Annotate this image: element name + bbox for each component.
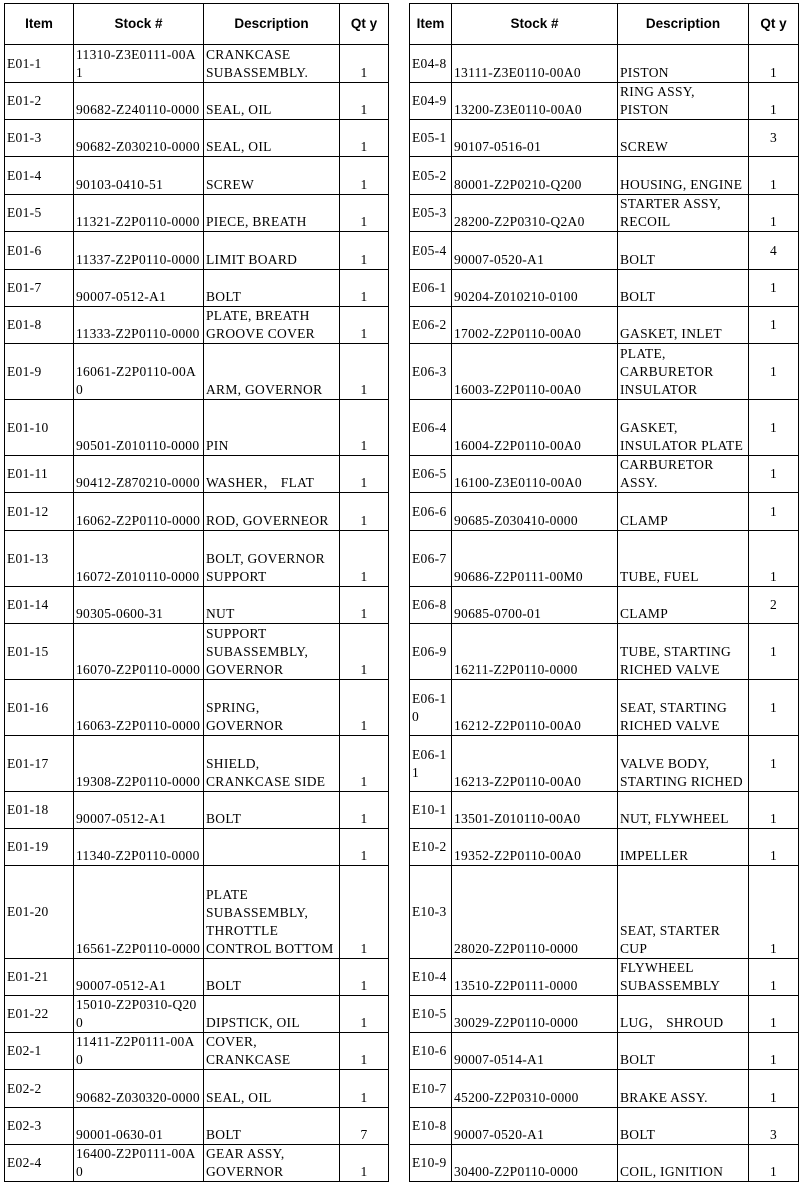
item-header: Item xyxy=(410,4,452,45)
item-cell: E10-1 xyxy=(410,792,452,829)
description-cell: PLATE, CARBURETOR INSULATOR xyxy=(618,344,749,400)
item-cell: E01-2 xyxy=(5,83,74,120)
parts-table-right xyxy=(409,3,799,1182)
table-row xyxy=(410,1145,799,1182)
qty-cell: 1 xyxy=(749,531,799,587)
description-cell: NUT, FLYWHEEL xyxy=(618,792,749,829)
qty-cell: 1 xyxy=(340,792,389,829)
qty-cell: 1 xyxy=(340,1145,389,1182)
description-cell: PLATE SUBASSEMBLY, THROTTLE CONTROL BOTTOM xyxy=(204,866,340,959)
description-cell: BOLT xyxy=(204,792,340,829)
table-row xyxy=(410,344,799,400)
stock-cell: 30400-Z2P0110-0000 xyxy=(452,1145,618,1182)
table-row xyxy=(5,531,389,587)
stock-cell: 90412-Z870210-0000 xyxy=(74,456,204,493)
table-row xyxy=(5,400,389,456)
stock-cell: 13510-Z2P0111-0000 xyxy=(452,959,618,996)
qty-cell: 3 xyxy=(749,1108,799,1145)
stock-cell: 90685-Z030410-0000 xyxy=(452,493,618,531)
table-row xyxy=(410,792,799,829)
description-cell: SHIELD, CRANKCASE SIDE xyxy=(204,736,340,792)
qty-cell: 1 xyxy=(749,996,799,1033)
description-cell: SEAL, OIL xyxy=(204,83,340,120)
qty-cell: 1 xyxy=(749,307,799,344)
stock-cell: 15010-Z2P0310-Q200 xyxy=(74,996,204,1033)
item-cell: E06-6 xyxy=(410,493,452,531)
item-cell: E01-13 xyxy=(5,531,74,587)
item-cell: E06-5 xyxy=(410,456,452,493)
stock-cell: 19308-Z2P0110-0000 xyxy=(74,736,204,792)
stock-cell: 19352-Z2P0110-00A0 xyxy=(452,829,618,866)
description-cell: SEAT, STARTING RICHED VALVE xyxy=(618,680,749,736)
qty-cell: 1 xyxy=(749,83,799,120)
qty-cell: 1 xyxy=(340,866,389,959)
table-row xyxy=(410,232,799,270)
item-cell: E10-9 xyxy=(410,1145,452,1182)
description-cell: NUT xyxy=(204,587,340,624)
description-cell: BOLT xyxy=(204,270,340,307)
item-cell: E01-16 xyxy=(5,680,74,736)
item-cell: E01-6 xyxy=(5,232,74,270)
stock-cell: 80001-Z2P0210-Q200 xyxy=(452,157,618,195)
table-row xyxy=(410,270,799,307)
item-cell: E10-4 xyxy=(410,959,452,996)
item-cell: E01-20 xyxy=(5,866,74,959)
table-row xyxy=(5,83,389,120)
qty-cell: 1 xyxy=(340,45,389,83)
table-row xyxy=(410,45,799,83)
stock-cell: 16400-Z2P0111-00A0 xyxy=(74,1145,204,1182)
stock-cell: 90007-0512-A1 xyxy=(74,792,204,829)
table-row xyxy=(5,792,389,829)
table-row xyxy=(410,829,799,866)
table-row xyxy=(410,195,799,232)
table-row xyxy=(410,493,799,531)
table-row xyxy=(410,736,799,792)
table-row xyxy=(5,195,389,232)
stock-cell: 16100-Z3E0110-00A0 xyxy=(452,456,618,493)
table-row xyxy=(410,624,799,680)
description-cell: PIN xyxy=(204,400,340,456)
table-row xyxy=(410,1033,799,1070)
item-cell: E10-5 xyxy=(410,996,452,1033)
description-cell: BOLT xyxy=(204,959,340,996)
table-row xyxy=(410,400,799,456)
stock-cell: 11340-Z2P0110-0000 xyxy=(74,829,204,866)
stock-cell: 16070-Z2P0110-0000 xyxy=(74,624,204,680)
item-cell: E10-3 xyxy=(410,866,452,959)
stock-cell: 90107-0516-01 xyxy=(452,120,618,157)
header-row xyxy=(410,4,799,45)
description-cell: BOLT xyxy=(618,1108,749,1145)
description-cell: PIECE, BREATH xyxy=(204,195,340,232)
parts-table-left xyxy=(4,3,389,1182)
table-row xyxy=(5,829,389,866)
item-cell: E01-9 xyxy=(5,344,74,400)
item-cell: E01-18 xyxy=(5,792,74,829)
table-row xyxy=(5,680,389,736)
table-row xyxy=(410,83,799,120)
qty-cell: 1 xyxy=(340,83,389,120)
description-cell: BOLT xyxy=(618,232,749,270)
qty-cell: 1 xyxy=(340,307,389,344)
item-cell: E02-4 xyxy=(5,1145,74,1182)
stock-cell: 16212-Z2P0110-00A0 xyxy=(452,680,618,736)
description-cell: GEAR ASSY, GOVERNOR xyxy=(204,1145,340,1182)
description-cell: WASHER， FLAT xyxy=(204,456,340,493)
qty-cell: 1 xyxy=(749,792,799,829)
description-cell: GASKET, INSULATOR PLATE xyxy=(618,400,749,456)
stock-cell: 16561-Z2P0110-0000 xyxy=(74,866,204,959)
qty-cell: 1 xyxy=(340,531,389,587)
stock-cell: 16072-Z010110-0000 xyxy=(74,531,204,587)
table-row xyxy=(5,493,389,531)
stock-cell: 90103-0410-51 xyxy=(74,157,204,195)
stock-cell: 16211-Z2P0110-0000 xyxy=(452,624,618,680)
table-row xyxy=(5,996,389,1033)
description-cell: STARTER ASSY, RECOIL xyxy=(618,195,749,232)
stock-cell: 13200-Z3E0110-00A0 xyxy=(452,83,618,120)
stock-cell: 90305-0600-31 xyxy=(74,587,204,624)
item-cell: E05-3 xyxy=(410,195,452,232)
item-cell: E05-4 xyxy=(410,232,452,270)
qty-cell: 1 xyxy=(340,1033,389,1070)
qty-cell: 1 xyxy=(749,829,799,866)
qty-cell: 1 xyxy=(340,959,389,996)
stock-cell: 16063-Z2P0110-0000 xyxy=(74,680,204,736)
qty-cell: 1 xyxy=(749,624,799,680)
item-header: Item xyxy=(5,4,74,45)
stock-cell: 16061-Z2P0110-00A0 xyxy=(74,344,204,400)
table-row xyxy=(5,866,389,959)
item-cell: E01-14 xyxy=(5,587,74,624)
item-cell: E01-19 xyxy=(5,829,74,866)
table-row xyxy=(410,456,799,493)
stock-cell: 45200-Z2P0310-0000 xyxy=(452,1070,618,1108)
table-row xyxy=(5,1145,389,1182)
item-cell: E06-7 xyxy=(410,531,452,587)
description-cell: CRANKCASE SUBASSEMBLY. xyxy=(204,45,340,83)
item-cell: E01-10 xyxy=(5,400,74,456)
qty-header: Qt y xyxy=(340,4,389,45)
item-cell: E01-3 xyxy=(5,120,74,157)
table-row xyxy=(5,232,389,270)
qty-cell: 1 xyxy=(749,959,799,996)
description-cell: SEAL, OIL xyxy=(204,120,340,157)
item-cell: E01-17 xyxy=(5,736,74,792)
description-cell: CLAMP xyxy=(618,587,749,624)
stock-cell: 28020-Z2P0110-0000 xyxy=(452,866,618,959)
stock-cell: 90204-Z010210-0100 xyxy=(452,270,618,307)
qty-cell: 1 xyxy=(340,996,389,1033)
description-cell: TUBE, FUEL xyxy=(618,531,749,587)
qty-cell: 1 xyxy=(749,493,799,531)
qty-cell: 1 xyxy=(340,829,389,866)
item-cell: E06-4 xyxy=(410,400,452,456)
stock-cell: 11337-Z2P0110-0000 xyxy=(74,232,204,270)
description-cell: BOLT xyxy=(618,270,749,307)
item-cell: E01-7 xyxy=(5,270,74,307)
stock-cell: 90686-Z2P0111-00M0 xyxy=(452,531,618,587)
qty-cell: 1 xyxy=(749,344,799,400)
stock-cell: 90682-Z240110-0000 xyxy=(74,83,204,120)
item-cell: E05-1 xyxy=(410,120,452,157)
item-cell: E10-7 xyxy=(410,1070,452,1108)
stock-cell: 11321-Z2P0110-0000 xyxy=(74,195,204,232)
item-cell: E02-3 xyxy=(5,1108,74,1145)
description-cell: BOLT xyxy=(618,1033,749,1070)
description-cell: GASKET, INLET xyxy=(618,307,749,344)
table-row xyxy=(410,1070,799,1108)
description-cell: BOLT, GOVERNOR SUPPORT xyxy=(204,531,340,587)
item-cell: E01-15 xyxy=(5,624,74,680)
stock-cell: 90685-0700-01 xyxy=(452,587,618,624)
stock-cell: 90007-0520-A1 xyxy=(452,1108,618,1145)
stock-cell: 90682-Z030210-0000 xyxy=(74,120,204,157)
item-cell: E06-11 xyxy=(410,736,452,792)
qty-cell: 1 xyxy=(749,1145,799,1182)
stock-cell: 11310-Z3E0111-00A1 xyxy=(74,45,204,83)
stock-header: Stock # xyxy=(74,4,204,45)
description-cell: PLATE, BREATH GROOVE COVER xyxy=(204,307,340,344)
item-cell: E04-8 xyxy=(410,45,452,83)
table-row xyxy=(5,1033,389,1070)
description-header: Description xyxy=(618,4,749,45)
description-cell: SEAL, OIL xyxy=(204,1070,340,1108)
description-cell: SCREW xyxy=(618,120,749,157)
qty-cell: 1 xyxy=(340,736,389,792)
qty-header: Qt y xyxy=(749,4,799,45)
description-cell: ARM, GOVERNOR xyxy=(204,344,340,400)
qty-cell: 1 xyxy=(749,270,799,307)
qty-cell: 1 xyxy=(749,195,799,232)
stock-cell: 90007-0512-A1 xyxy=(74,270,204,307)
item-cell: E01-1 xyxy=(5,45,74,83)
stock-cell: 90001-0630-01 xyxy=(74,1108,204,1145)
qty-cell: 1 xyxy=(340,232,389,270)
description-header: Description xyxy=(204,4,340,45)
table-row xyxy=(5,1108,389,1145)
qty-cell: 1 xyxy=(340,1070,389,1108)
table-row xyxy=(5,120,389,157)
item-cell: E06-10 xyxy=(410,680,452,736)
description-cell: PISTON xyxy=(618,45,749,83)
stock-cell: 90007-0512-A1 xyxy=(74,959,204,996)
table-row xyxy=(5,959,389,996)
table-row xyxy=(5,1070,389,1108)
table-row xyxy=(5,157,389,195)
table-row xyxy=(410,866,799,959)
qty-cell: 1 xyxy=(749,400,799,456)
item-cell: E01-11 xyxy=(5,456,74,493)
description-cell: VALVE BODY, STARTING RICHED xyxy=(618,736,749,792)
table-row xyxy=(5,344,389,400)
item-cell: E10-6 xyxy=(410,1033,452,1070)
stock-cell: 16004-Z2P0110-00A0 xyxy=(452,400,618,456)
qty-cell: 1 xyxy=(340,624,389,680)
qty-cell: 1 xyxy=(749,456,799,493)
description-cell xyxy=(204,829,340,866)
qty-cell: 1 xyxy=(749,680,799,736)
qty-cell: 3 xyxy=(749,120,799,157)
table-row xyxy=(5,587,389,624)
table-row xyxy=(5,456,389,493)
description-cell: SPRING, GOVERNOR xyxy=(204,680,340,736)
table-row xyxy=(5,736,389,792)
stock-cell: 90007-0514-A1 xyxy=(452,1033,618,1070)
description-cell: SEAT, STARTER CUP xyxy=(618,866,749,959)
item-cell: E01-21 xyxy=(5,959,74,996)
stock-header: Stock # xyxy=(452,4,618,45)
item-cell: E01-22 xyxy=(5,996,74,1033)
qty-cell: 1 xyxy=(340,587,389,624)
stock-cell: 17002-Z2P0110-00A0 xyxy=(452,307,618,344)
qty-cell: 1 xyxy=(749,736,799,792)
table-row xyxy=(5,624,389,680)
description-cell: BOLT xyxy=(204,1108,340,1145)
table-row xyxy=(410,531,799,587)
item-cell: E01-8 xyxy=(5,307,74,344)
item-cell: E02-1 xyxy=(5,1033,74,1070)
table-row xyxy=(410,1108,799,1145)
description-cell: SUPPORT SUBASSEMBLY, GOVERNOR xyxy=(204,624,340,680)
description-cell: COIL, IGNITION xyxy=(618,1145,749,1182)
description-cell: DIPSTICK, OIL xyxy=(204,996,340,1033)
stock-cell: 16213-Z2P0110-00A0 xyxy=(452,736,618,792)
qty-cell: 1 xyxy=(340,195,389,232)
description-cell: CLAMP xyxy=(618,493,749,531)
item-cell: E01-4 xyxy=(5,157,74,195)
description-cell: CARBURETOR ASSY. xyxy=(618,456,749,493)
table-row xyxy=(410,307,799,344)
qty-cell: 2 xyxy=(749,587,799,624)
qty-cell: 1 xyxy=(340,493,389,531)
header-row xyxy=(5,4,389,45)
description-cell: LIMIT BOARD xyxy=(204,232,340,270)
item-cell: E06-2 xyxy=(410,307,452,344)
qty-cell: 4 xyxy=(749,232,799,270)
description-cell: IMPELLER xyxy=(618,829,749,866)
item-cell: E04-9 xyxy=(410,83,452,120)
stock-cell: 16003-Z2P0110-00A0 xyxy=(452,344,618,400)
stock-cell: 90007-0520-A1 xyxy=(452,232,618,270)
item-cell: E10-8 xyxy=(410,1108,452,1145)
item-cell: E06-8 xyxy=(410,587,452,624)
stock-cell: 13501-Z010110-00A0 xyxy=(452,792,618,829)
description-cell: LUG， SHROUD xyxy=(618,996,749,1033)
item-cell: E05-2 xyxy=(410,157,452,195)
qty-cell: 7 xyxy=(340,1108,389,1145)
stock-cell: 11333-Z2P0110-0000 xyxy=(74,307,204,344)
stock-cell: 30029-Z2P0110-0000 xyxy=(452,996,618,1033)
table-row xyxy=(410,680,799,736)
qty-cell: 1 xyxy=(340,120,389,157)
table-row xyxy=(410,959,799,996)
description-cell: TUBE, STARTING RICHED VALVE xyxy=(618,624,749,680)
table-row xyxy=(410,120,799,157)
description-cell: BRAKE ASSY. xyxy=(618,1070,749,1108)
qty-cell: 1 xyxy=(340,157,389,195)
stock-cell: 11411-Z2P0111-00A0 xyxy=(74,1033,204,1070)
description-cell: SCREW xyxy=(204,157,340,195)
item-cell: E01-12 xyxy=(5,493,74,531)
item-cell: E02-2 xyxy=(5,1070,74,1108)
stock-cell: 90501-Z010110-0000 xyxy=(74,400,204,456)
qty-cell: 1 xyxy=(749,157,799,195)
stock-cell: 16062-Z2P0110-0000 xyxy=(74,493,204,531)
table-row xyxy=(5,270,389,307)
qty-cell: 1 xyxy=(340,270,389,307)
item-cell: E01-5 xyxy=(5,195,74,232)
qty-cell: 1 xyxy=(749,45,799,83)
stock-cell: 90682-Z030320-0000 xyxy=(74,1070,204,1108)
description-cell: COVER, CRANKCASE xyxy=(204,1033,340,1070)
description-cell: HOUSING, ENGINE xyxy=(618,157,749,195)
item-cell: E06-3 xyxy=(410,344,452,400)
table-row xyxy=(410,587,799,624)
description-cell: ROD, GOVERNEOR xyxy=(204,493,340,531)
table-row xyxy=(410,157,799,195)
description-cell: RING ASSY, PISTON xyxy=(618,83,749,120)
table-row xyxy=(5,45,389,83)
qty-cell: 1 xyxy=(340,400,389,456)
qty-cell: 1 xyxy=(749,866,799,959)
table-row xyxy=(5,307,389,344)
item-cell: E06-1 xyxy=(410,270,452,307)
stock-cell: 13111-Z3E0110-00A0 xyxy=(452,45,618,83)
table-row xyxy=(410,996,799,1033)
stock-cell: 28200-Z2P0310-Q2A0 xyxy=(452,195,618,232)
description-cell: FLYWHEEL SUBASSEMBLY xyxy=(618,959,749,996)
qty-cell: 1 xyxy=(340,456,389,493)
qty-cell: 1 xyxy=(749,1070,799,1108)
item-cell: E06-9 xyxy=(410,624,452,680)
qty-cell: 1 xyxy=(749,1033,799,1070)
qty-cell: 1 xyxy=(340,680,389,736)
qty-cell: 1 xyxy=(340,344,389,400)
item-cell: E10-2 xyxy=(410,829,452,866)
